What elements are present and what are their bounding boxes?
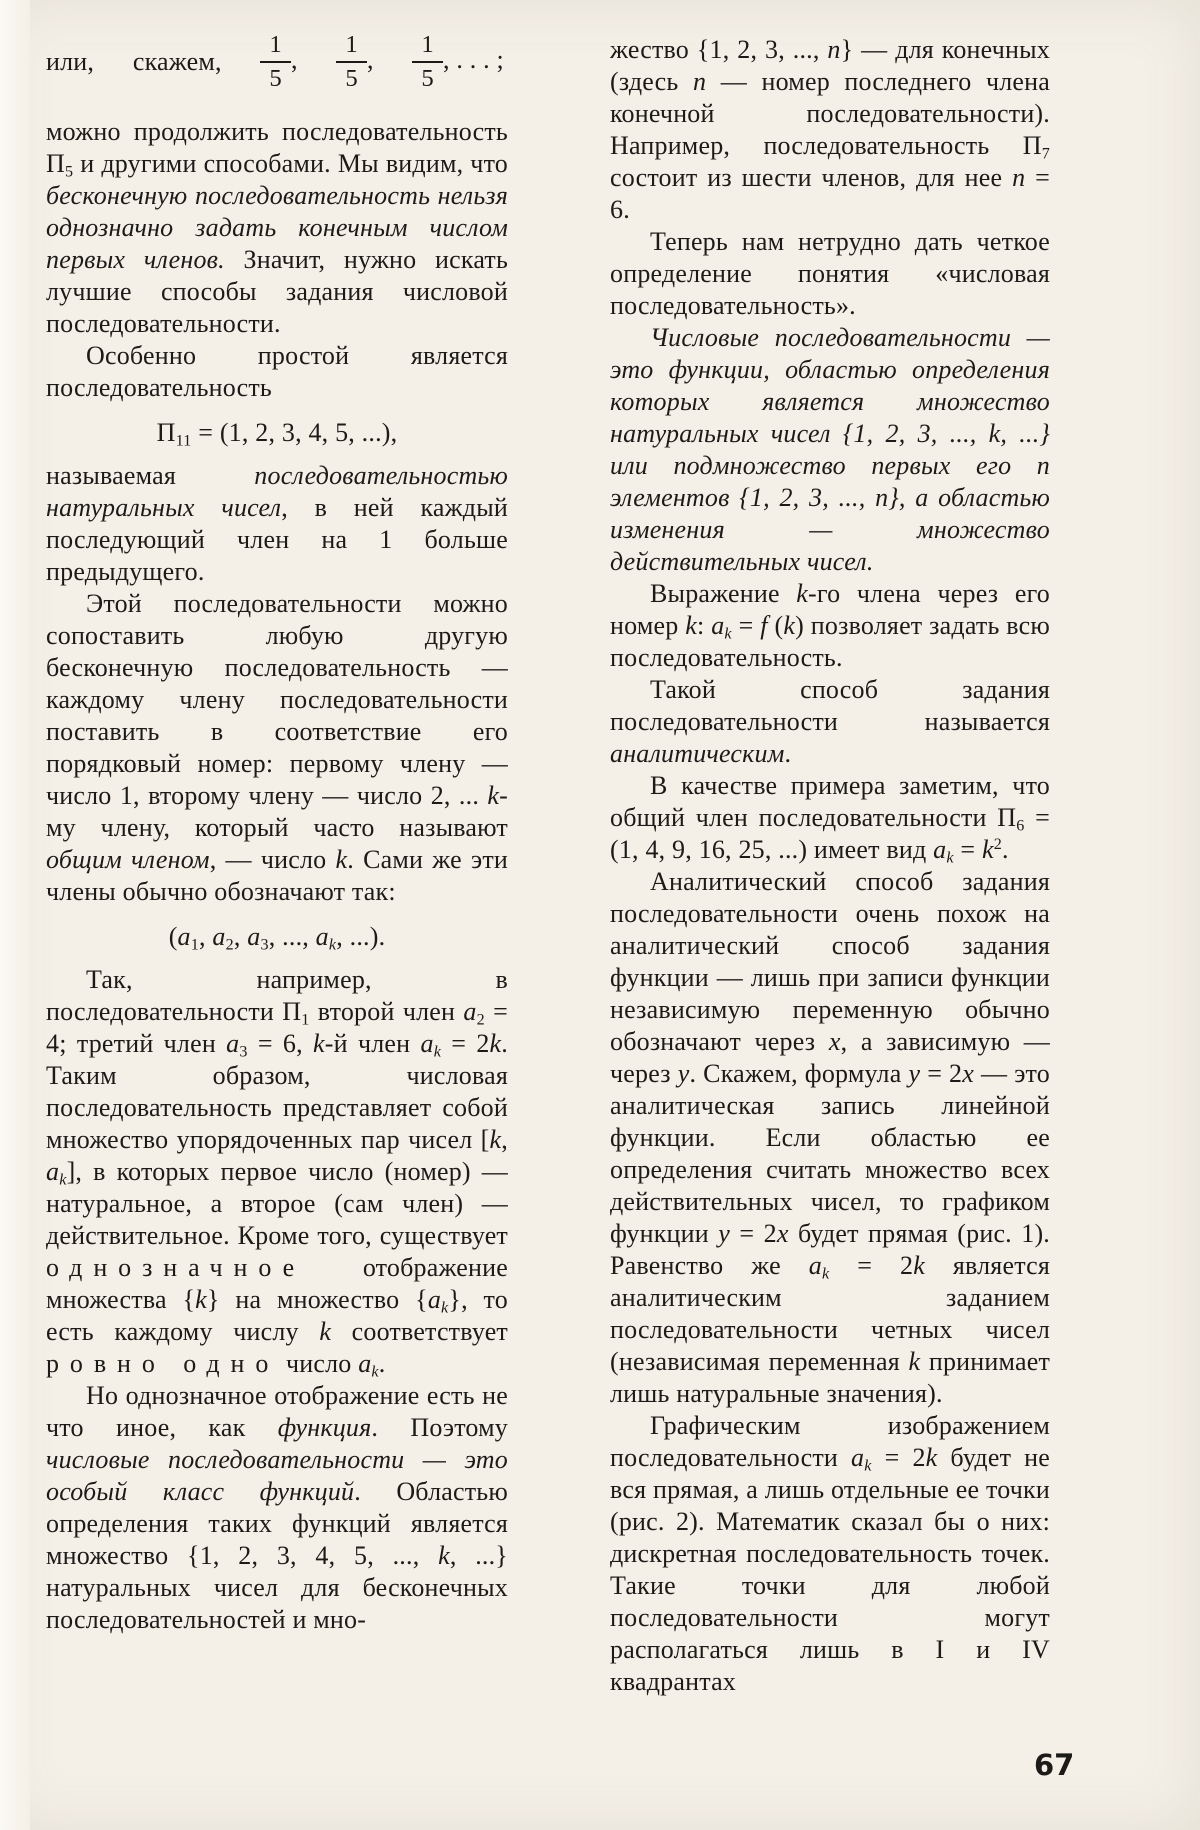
text-run: a <box>933 835 947 864</box>
text-run: a <box>420 1029 434 1058</box>
paragraph <box>610 770 1050 866</box>
text-run: = 2 <box>920 1059 963 1088</box>
text-run: y <box>908 1059 921 1088</box>
text-run: k <box>724 625 732 643</box>
paragraph <box>610 1410 1050 1698</box>
left-column <box>46 24 508 1636</box>
text-run: состоит из шести членов, для нее <box>610 163 1013 192</box>
text-run: — номер последнего члена конечной последовательности). Например, последовательность П <box>610 67 1050 160</box>
text-run: , <box>501 1125 508 1154</box>
text-run: Выражение <box>650 579 797 608</box>
text-run: , ...} натуральных чисел для бесконечных последовательностей и мно- <box>46 1541 508 1634</box>
text-run: Так, например, в последовательности П <box>46 965 508 1026</box>
text-run: . Сами же эти члены обычно обозначают так: <box>46 845 508 906</box>
text-run: 2 <box>993 836 1002 854</box>
text-run: a <box>711 611 725 640</box>
text-run: a <box>427 1285 442 1314</box>
text-run: Графическим изображением последовательности <box>610 1411 1050 1472</box>
paragraph <box>610 866 1050 1410</box>
text-run: Но однозначное отображение есть не что иное, как <box>46 1381 508 1442</box>
paragraph <box>610 34 1050 226</box>
text-run: a <box>46 1157 60 1186</box>
text-run: k <box>441 1299 449 1317</box>
text-run: k <box>821 1265 830 1283</box>
text-run: k <box>487 781 500 810</box>
text-run: будет не вся прямая, а лишь отдельные ее точки (рис. 2). Математик сказал бы о них: дискретная последовательность точек. Такие точки для любой последовательности могут располагаться лишь в I и IV квадрантах <box>610 1443 1050 1696</box>
text-run: . Поэтому <box>371 1413 508 1442</box>
paragraph <box>46 460 508 588</box>
text-run: = 2 <box>441 1029 490 1058</box>
text-run: , в ней каждый последующий член на 1 больше предыдущего. <box>46 493 508 586</box>
text-run: . <box>378 1349 386 1378</box>
right-column <box>610 34 1050 1698</box>
text-run: соответствует <box>331 1317 508 1346</box>
text-run: = 6, <box>247 1029 314 1058</box>
text-run: k <box>371 1363 379 1381</box>
text-run: можно продолжить последовательность П <box>46 117 508 178</box>
text-run: -му члену, который часто называют <box>46 781 508 842</box>
text-run: k <box>335 845 348 874</box>
text-run: = (1, 2, 3, 4, 5, ...), <box>191 418 398 447</box>
text-run: Этой последовательности можно сопоставить любую другую бесконечную последовательность — каждому члену последовательности поставить в соответствие его порядковый номер: первому члену — число 1, второму члену — число 2, ... <box>46 589 508 810</box>
formula <box>46 921 508 953</box>
text-run: k <box>328 936 337 954</box>
text-run: , ..., <box>268 922 316 951</box>
text-run: k <box>319 1317 332 1346</box>
text-run: y <box>718 1219 731 1248</box>
formula <box>46 417 508 449</box>
fracrow-item: $\frac{1}{5}$ , . . . ; <box>412 32 504 92</box>
text-run: и другими способами. Мы видим, что <box>73 149 508 178</box>
fraction: $\frac{1}{5}$ <box>260 32 291 92</box>
text-run: 1 <box>301 1011 310 1029</box>
text-run: . Таким образом, числовая последовательность представляет собой множество упорядоченных пар чисел [ <box>46 1029 508 1154</box>
paragraph <box>46 964 508 1380</box>
text-run: 2 <box>476 1011 485 1029</box>
text-run: . Областью определения таких функций является множество {1, 2, 3, 4, 5, ..., <box>46 1477 508 1570</box>
paragraph <box>46 340 508 404</box>
text-run: k <box>913 1251 925 1280</box>
text-run: k <box>685 611 697 640</box>
text-run: — это аналитическая запись линейной функции. Если областью ее определения считать множество всех действительных чисел, то графиком функции <box>610 1059 1050 1248</box>
text-run: k <box>925 1443 938 1472</box>
text-run: является аналитическим заданием последовательности четных чисел (независимая переменная <box>610 1251 1050 1376</box>
text-run: x <box>776 1219 789 1248</box>
text-run: 2 <box>225 936 234 954</box>
text-run: = 4; третий член <box>46 997 508 1058</box>
text-run: . <box>784 739 792 768</box>
paragraph <box>46 1380 508 1636</box>
text-run: a <box>358 1349 372 1378</box>
text-run: k <box>864 1457 872 1475</box>
text-run: = 2 <box>829 1251 914 1280</box>
text-run: аналитическим <box>610 739 785 768</box>
text-run: k <box>489 1029 502 1058</box>
text-run: . <box>1002 835 1009 864</box>
text-run: k <box>195 1285 207 1314</box>
text-run: ( <box>767 611 784 640</box>
text-run: 1 <box>190 936 200 954</box>
paragraph <box>610 674 1050 770</box>
text-run: = 2 <box>871 1443 926 1472</box>
text-run: функция <box>277 1413 372 1442</box>
text-run: второй член <box>309 997 464 1026</box>
text-run: , ...). <box>336 922 386 951</box>
text-run: k <box>433 1043 442 1061</box>
text-run: k <box>796 579 809 608</box>
text-run: Числовые последовательности — это функции, областью определения которых является множество натуральных чисел {1, 2, 3, ..., k, ...} или подмножество первых его n элементов {1, 2, 3, ..., n}, а областью изменения — множество действительных чисел. <box>610 323 1050 576</box>
text-run: n <box>827 35 841 64</box>
text-run: = <box>953 835 982 864</box>
paragraph <box>46 588 508 908</box>
text-run: последовательностью натуральных чисел <box>46 461 508 522</box>
text-run: }, то есть каждому числу <box>46 1285 508 1346</box>
text-run: n <box>1012 163 1026 192</box>
text-run: 5 <box>64 163 74 181</box>
letterspaced-text: однозначное <box>46 1253 306 1282</box>
text-run: ], в которых первое число (номер) — натуральное, а второе (сам член) — действительное. Кроме того, существует <box>46 1157 508 1250</box>
text-run: } на множество { <box>206 1285 428 1314</box>
text-run: П <box>156 418 176 447</box>
text-run: 3 <box>260 936 269 954</box>
text-run: числовые последовательности — это особый класс функций <box>46 1445 508 1506</box>
text-run: 11 <box>175 432 192 450</box>
text-run: жество {1, 2, 3, ..., <box>610 35 828 64</box>
paragraph <box>610 578 1050 674</box>
text-run: a <box>247 922 261 951</box>
text-run: Особенно простой является последовательность <box>46 341 508 402</box>
text-run: x <box>828 1027 841 1056</box>
paragraph <box>610 226 1050 322</box>
text-run: k <box>946 849 954 867</box>
text-run: a <box>315 922 329 951</box>
text-run: Аналитический способ задания последовательности очень похож на аналитический способ задания функции — лишь при записи функции независимую переменную обычно обозначают через <box>610 867 1050 1056</box>
text-run: 3 <box>239 1043 248 1061</box>
fracrow-item: или, <box>46 47 95 76</box>
text-run: число <box>279 1349 359 1378</box>
text-run: a <box>463 997 477 1026</box>
text-run: , <box>233 922 248 951</box>
text-run: , <box>199 922 213 951</box>
letterspaced-text: ровно одно <box>46 1349 280 1378</box>
text-run: y <box>677 1059 690 1088</box>
fracrow-item: $\frac{1}{5}$ , <box>336 32 373 92</box>
text-run: a <box>177 922 191 951</box>
text-run: ( <box>168 922 178 951</box>
text-run: будет прямая (рис. 1). Равенство же <box>610 1219 1051 1280</box>
text-run: = 6. <box>610 163 1050 224</box>
text-run: общим членом <box>46 845 210 874</box>
text-run: , — число <box>209 845 336 874</box>
text-run: a <box>808 1251 822 1280</box>
paragraph <box>610 322 1050 578</box>
text-run: k <box>438 1541 450 1570</box>
text-run: = (1, 4, 9, 16, 25, ...) имеет вид <box>610 803 1050 864</box>
fraction: $\frac{1}{5}$ <box>336 32 367 92</box>
text-run: отображение множества { <box>46 1253 508 1314</box>
text-run: a <box>212 922 226 951</box>
text-run: -й член <box>324 1029 421 1058</box>
text-run: k <box>981 835 994 864</box>
text-run: . Скажем, формула <box>689 1059 909 1088</box>
fracrow-item: $\frac{1}{5}$ , <box>260 32 297 92</box>
text-run: k <box>313 1029 325 1058</box>
text-run: f <box>760 611 768 640</box>
text-run: k <box>489 1125 502 1154</box>
text-run: k <box>783 611 796 640</box>
text-run: 6 <box>1016 817 1025 835</box>
text-run: В качестве примера заметим, что общий член последовательности П <box>610 771 1050 832</box>
text-run: = 2 <box>730 1219 777 1248</box>
text-run: называемая <box>46 461 255 490</box>
text-run: , а зависимую — через <box>610 1027 1051 1088</box>
page-number: 67 <box>1034 1748 1075 1782</box>
text-run: a <box>226 1029 240 1058</box>
continued-line-with-fractions <box>46 24 508 100</box>
fraction: $\frac{1}{5}$ <box>412 32 443 92</box>
text-run: k <box>908 1347 921 1376</box>
text-run: x <box>962 1059 975 1088</box>
text-run: : <box>696 611 712 640</box>
fracrow-item: скажем, <box>132 47 222 76</box>
text-run: бесконечную последовательность нельзя однозначно задать конечным числом первых членов. <box>46 181 508 274</box>
text-run: принимает лишь натуральные значения). <box>610 1347 1051 1408</box>
text-run: -го члена через его номер <box>610 579 1050 640</box>
text-run: } — для конечных (здесь <box>610 35 1050 96</box>
text-run: k <box>59 1171 67 1189</box>
text-run: n <box>693 67 707 96</box>
text-run: Такой способ задания последовательности называется <box>610 675 1050 736</box>
paragraph <box>46 116 508 340</box>
text-run: = <box>731 611 761 640</box>
text-run: Значит, нужно искать лучшие способы задания числовой последовательности. <box>46 245 509 338</box>
text-run: ) позволяет задать всю последовательность. <box>610 611 1050 672</box>
text-run: Теперь нам нетрудно дать четкое определение понятия «числовая последовательность». <box>610 227 1050 320</box>
text-run: 7 <box>1041 145 1050 163</box>
text-run: a <box>851 1443 865 1472</box>
